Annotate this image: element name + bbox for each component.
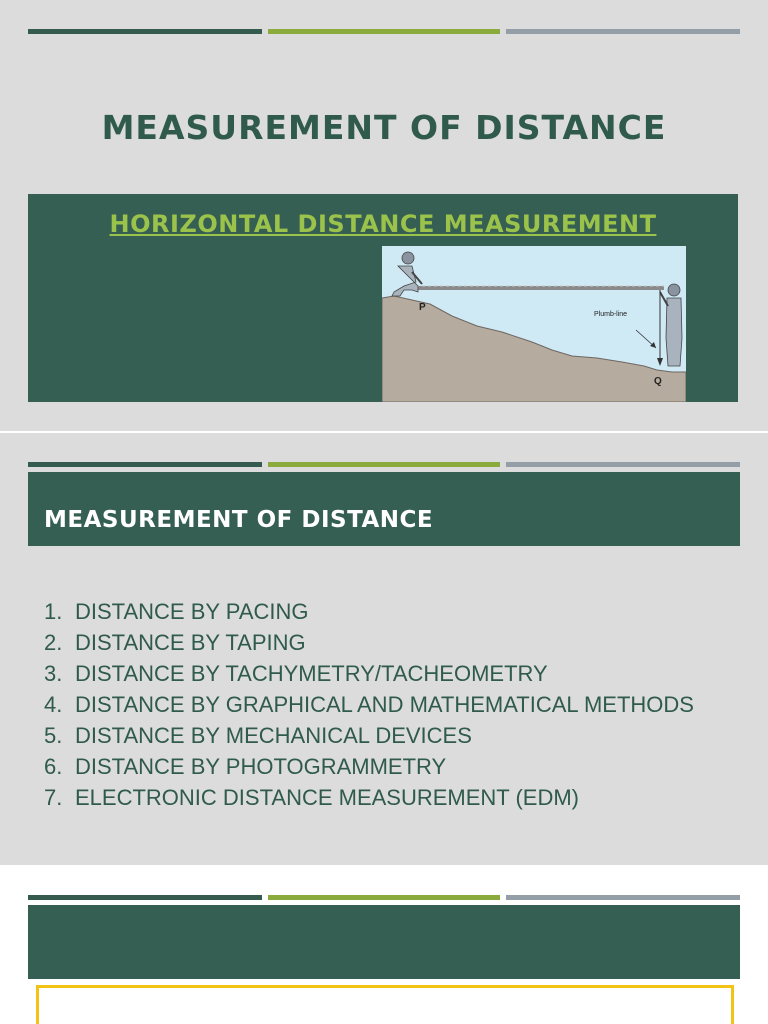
list-number: 2. [44, 630, 63, 655]
accent-bar-dark-green [28, 462, 262, 467]
list-item [44, 689, 694, 720]
accent-bar-light-green [268, 895, 500, 900]
list-text: DISTANCE BY MECHANICAL DEVICES [75, 723, 472, 748]
list-number: 3. [44, 661, 63, 686]
list-text: DISTANCE BY PHOTOGRAMMETRY [75, 754, 447, 779]
accent-bar-gray [506, 29, 740, 34]
subtitle-link[interactable]: HORIZONTAL DISTANCE MEASUREMENT [109, 210, 657, 238]
list-item [44, 751, 694, 782]
slide-2 [0, 433, 768, 865]
list-number: 6. [44, 754, 63, 779]
list-number: 1. [44, 599, 63, 624]
accent-bar-dark-green [28, 895, 262, 900]
accent-bars [28, 29, 740, 34]
accent-bars [28, 462, 740, 467]
list-item [44, 720, 694, 751]
accent-bar-gray [506, 462, 740, 467]
list-text: DISTANCE BY PACING [75, 599, 309, 624]
list-item [44, 658, 694, 689]
slide-3 [0, 867, 768, 1024]
point-p-label: P [419, 302, 426, 313]
list-number: 4. [44, 692, 63, 717]
accent-bar-light-green [268, 29, 500, 34]
content-panel [28, 194, 738, 402]
slide-title: MEASUREMENT OF DISTANCE [44, 507, 434, 533]
plumb-line-label: Plumb-line [594, 311, 628, 318]
list-item [44, 627, 694, 658]
list-text: DISTANCE BY GRAPHICAL AND MATHEMATICAL METHODS [75, 692, 694, 717]
surveying-illustration [382, 246, 686, 402]
method-list [44, 596, 694, 813]
list-text: ELECTRONIC DISTANCE MEASUREMENT (EDM) [75, 785, 580, 810]
list-text: DISTANCE BY TACHYMETRY/TACHEOMETRY [75, 661, 548, 686]
point-q-label: Q [654, 376, 662, 387]
accent-bars [28, 895, 740, 900]
list-item [44, 782, 694, 813]
accent-bar-light-green [268, 462, 500, 467]
list-text: DISTANCE BY TAPING [75, 630, 306, 655]
title-panel [28, 472, 740, 546]
accent-bar-gray [506, 895, 740, 900]
list-number: 5. [44, 723, 63, 748]
list-number: 7. [44, 785, 63, 810]
list-item [44, 596, 694, 627]
slide-title: MEASUREMENT OF DISTANCE [101, 108, 667, 147]
title-panel [28, 905, 740, 979]
slide-1 [0, 0, 768, 431]
content-box [36, 985, 734, 1024]
accent-bar-dark-green [28, 29, 262, 34]
